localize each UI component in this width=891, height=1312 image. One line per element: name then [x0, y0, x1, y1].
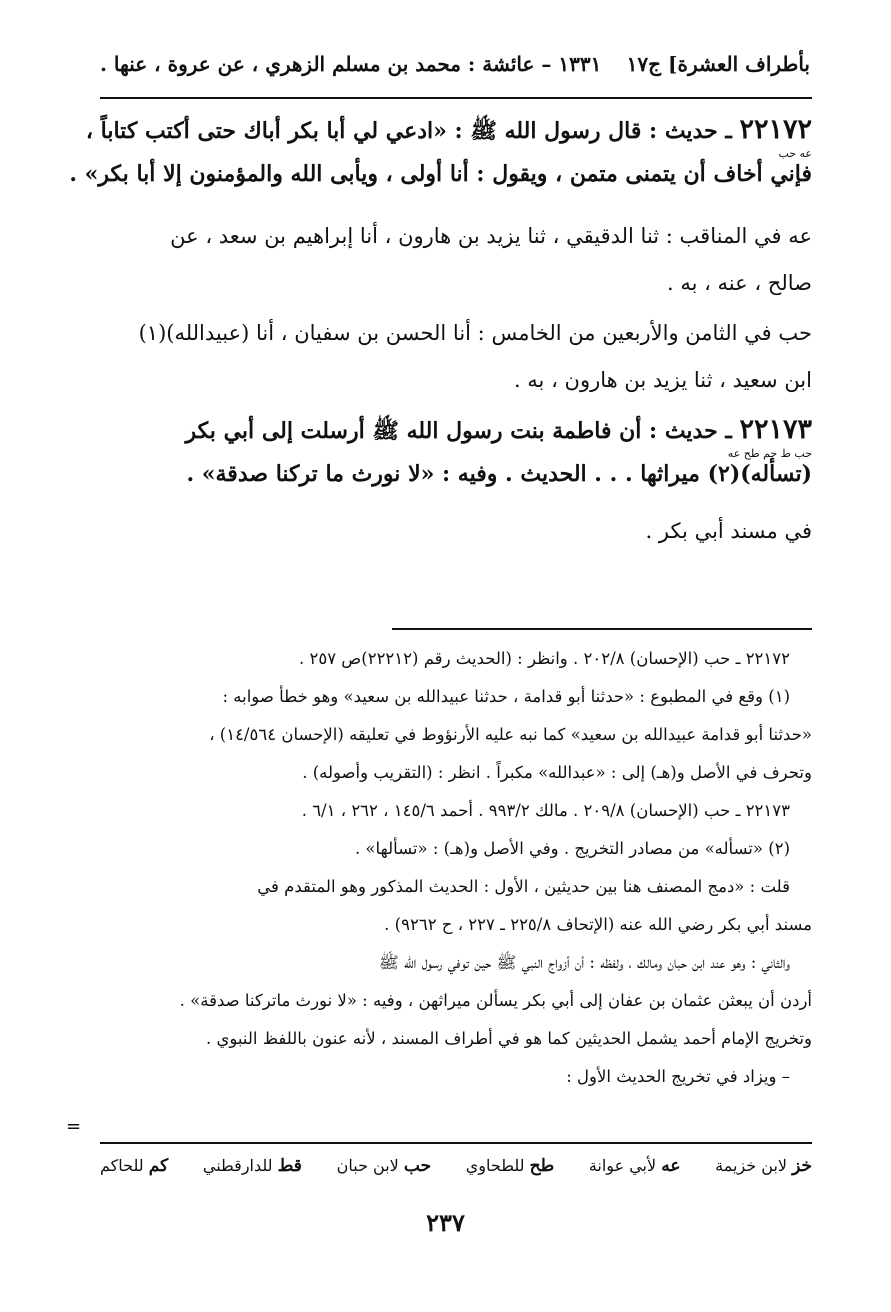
abbreviation-item	[337, 1156, 431, 1176]
hadith-number: ٢٢١٧٢	[739, 114, 812, 145]
abbreviation-label: لابن حبان	[336, 1156, 399, 1175]
abbreviation-label: للحاكم	[100, 1156, 144, 1175]
footnote	[100, 906, 812, 944]
footnote	[100, 1058, 812, 1096]
footnote	[100, 944, 812, 982]
hadith-line: فإني أخاف أن يتمنى متمن ، ويقول : أنا أولى ، ويأبى الله والمؤمنون إلا أبا بكر» .	[69, 161, 812, 188]
header-book-title: بأطراف العشرة] ج١٧	[626, 52, 810, 76]
abbreviation-label: للدارقطني	[202, 1156, 273, 1175]
footnote	[100, 792, 812, 830]
isnad-chain	[100, 213, 812, 307]
footnote-line: ٢٢١٧٢ ـ حب (الإحسان) ٢٠٢/٨ . وانظر : (الحديث رقم (٢٢٢١٢)ص ٢٥٧ .	[298, 649, 790, 668]
hadith-text: ـ حديث : أن فاطمة بنت رسول الله ﷺ أرسلت إلى أبي بكر	[185, 418, 732, 444]
page-number: ٢٣٧	[426, 1208, 465, 1237]
abbreviation-label: للطحاوي	[465, 1156, 525, 1175]
abbreviation-label: لأبي عوانة	[588, 1156, 657, 1175]
footnote	[100, 640, 812, 678]
footnote-line: مسند أبي بكر رضي الله عنه (الإتحاف ٢٢٥/٨ ـ ٢٢٧ ، ح ٩٢٦٢) .	[384, 915, 812, 934]
footnote-line: وتخريج الإمام أحمد يشمل الحديثين كما هو في أطراف المسند ، لأنه عنون باللفظ النبوي .	[206, 1029, 812, 1048]
source-sigla: عه حب	[778, 147, 812, 161]
footnote	[100, 716, 812, 792]
footnote-separator	[392, 628, 812, 630]
hadith-text: ـ حديث : قال رسول الله ﷺ : «ادعي لي أبا بكر أباك حتى أكتب كتاباً ،	[85, 118, 732, 144]
abbreviation-item	[203, 1156, 302, 1176]
abbreviation-code: حب	[403, 1156, 432, 1176]
footnote	[100, 868, 812, 906]
header-rule	[100, 97, 812, 99]
footnote-line: والثاني : وهو عند ابن حبان ومالك ، ولفظه : أن أزواج النبي ﷺ حين توفي رسول الله ﷺ	[378, 953, 790, 972]
abbreviation-label: لابن خزيمة	[715, 1156, 788, 1175]
chain-line: ابن سعيد ، ثنا يزيد بن هارون ، به .	[513, 368, 812, 392]
isnad-chain	[100, 310, 812, 404]
chain-line: صالح ، عنه ، به .	[666, 271, 812, 295]
chain-line: في مسند أبي بكر .	[645, 519, 812, 543]
isnad-chain	[100, 508, 812, 555]
footnote-line: ٢٢١٧٣ ـ حب (الإحسان) ٢٠٩/٨ . مالك ٩٩٣/٢ . أحمد ١٤٥/٦ ، ٢٦٢ ، ٦/١ .	[301, 801, 790, 820]
abbreviation-code: قط	[277, 1156, 302, 1176]
footnote-line: (١) وقع في المطبوع : «حدثنا أبو قدامة ، حدثنا عبيدالله بن سعيد» وهو خطأ صوابه :	[222, 687, 790, 706]
hadith-line: (تسأله)(٢) ميراثها . . . الحديث . وفيه : «لا نورث ما تركنا صدقة» .	[186, 461, 812, 488]
hadith-line	[100, 412, 812, 448]
chain-line: حب في الثامن والأربعين من الخامس : أنا الحسن بن سفيان ، أنا (عبيدالله)(١)	[138, 321, 812, 345]
hadith-line	[85, 112, 812, 148]
header-section-title: ١٣٣١ – عائشة : محمد بن مسلم الزهري ، عن عروة ، عنها .	[100, 52, 602, 76]
hadith-entry-22172	[69, 112, 812, 190]
hadith-entry-22173	[100, 412, 812, 490]
abbreviation-code: خز	[792, 1156, 812, 1176]
abbreviation-item	[589, 1156, 681, 1176]
footnote	[100, 678, 812, 716]
footnote-line: (٢) «تسأله» من مصادر التخريج . وفي الأصل و(هـ) : «تسألها» .	[354, 839, 790, 858]
source-sigla: حب ط حم طح عه	[727, 447, 812, 461]
abbreviation-code: كم	[148, 1156, 169, 1176]
footnote	[100, 982, 812, 1058]
footnote-line: – ويزاد في تخريج الحديث الأول :	[566, 1067, 790, 1086]
hadith-number: ٢٢١٧٣	[739, 414, 812, 445]
footnote-line: وتحرف في الأصل و(هـ) إلى : «عبدالله» مكبراً . انظر : (التقريب وأصوله) .	[302, 763, 812, 782]
footnote-line: «حدثنا أبو قدامة عبيدالله بن سعيد» كما نبه عليه الأرنؤوط في تعليقه (الإحسان ١٤/٥٦٤) ،	[209, 725, 812, 744]
abbreviation-key	[100, 1156, 812, 1176]
running-header	[100, 52, 810, 88]
continuation-mark: =	[66, 1116, 82, 1137]
footer-rule	[100, 1142, 812, 1144]
chain-line: عه في المناقب : ثنا الدقيقي ، ثنا يزيد بن هارون ، أنا إبراهيم بن سعد ، عن	[170, 224, 812, 248]
footnote-line: أردن أن يبعثن عثمان بن عفان إلى أبي بكر يسألن ميراثهن ، وفيه : «لا نورث ماتركنا صدقة» .	[179, 991, 812, 1010]
footnote	[100, 830, 812, 868]
abbreviation-item	[715, 1156, 812, 1176]
abbreviation-code: عه	[661, 1156, 681, 1176]
footnote-line: قلت : «دمج المصنف هنا بين حديثين ، الأول : الحديث المذكور وهو المتقدم في	[257, 877, 790, 896]
footnotes	[100, 640, 812, 1096]
abbreviation-item	[100, 1156, 168, 1176]
abbreviation-code: طح	[529, 1156, 555, 1176]
abbreviation-item	[466, 1156, 554, 1176]
